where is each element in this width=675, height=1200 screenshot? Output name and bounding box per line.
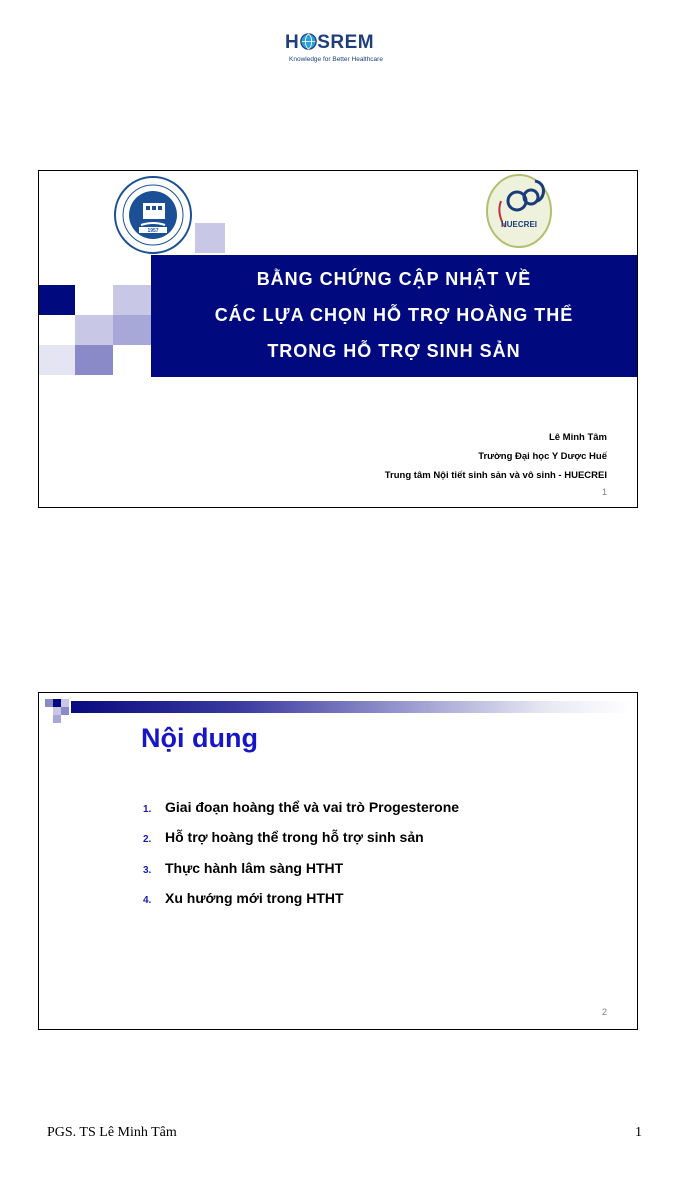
slide-number: 1	[601, 487, 607, 497]
toc-item-text: Hỗ trợ hoàng thể trong hỗ trợ sinh sản	[165, 829, 424, 845]
slide-number: 2	[601, 1007, 607, 1017]
toc-item-number: 2.	[143, 834, 152, 845]
toc-item-number: 4.	[143, 895, 152, 906]
slide-2	[38, 692, 638, 1030]
huecrei-logo-icon	[483, 171, 555, 249]
university-seal-icon	[113, 175, 193, 255]
decor-square	[61, 699, 69, 707]
svg-text:1957: 1957	[147, 228, 159, 234]
slide-title-line-3: TRONG HỖ TRỢ SINH SẢN	[267, 341, 521, 361]
toc-item	[143, 860, 343, 876]
decor-square	[53, 699, 61, 707]
toc-item-text: Xu hướng mới trong HTHT	[165, 890, 344, 906]
decor-square	[39, 345, 75, 375]
decor-square	[113, 315, 151, 345]
decor-square	[61, 707, 69, 715]
decor-square	[75, 345, 113, 375]
hosrem-tagline: Knowledge for Better Healthcare	[289, 56, 383, 63]
slide-title-line-2: CÁC LỰA CHỌN HỖ TRỢ HOÀNG THỂ	[214, 305, 574, 325]
hosrem-logo-text: H SREM	[285, 32, 375, 53]
toc-item-number: 3.	[143, 865, 152, 876]
slide-1	[38, 170, 638, 508]
decor-square	[195, 223, 225, 253]
toc-item	[143, 799, 459, 815]
toc-item	[143, 890, 344, 906]
affiliation-center: Trung tâm Nội tiết sinh sản và vô sinh - HUECREI	[384, 470, 607, 481]
decor-square	[113, 285, 151, 315]
author-name: Lê Minh Tâm	[548, 432, 607, 443]
slide-title-line-1: BẰNG CHỨNG CẬP NHẬT VỀ	[256, 269, 532, 289]
toc-item-text: Giai đoạn hoàng thể và vai trò Progesterone	[165, 799, 460, 815]
affiliation-university: Trường Đại học Y Dược Huế	[478, 451, 607, 462]
decor-square	[53, 707, 61, 715]
hosrem-logo	[285, 32, 395, 66]
decor-square	[75, 315, 113, 345]
decor-square	[53, 715, 61, 723]
toc-title: Nội dung	[141, 723, 258, 753]
footer-author: PGS. TS Lê Minh Tâm	[47, 1125, 177, 1140]
globe-icon	[300, 33, 317, 50]
toc-item-number: 1.	[143, 804, 152, 815]
toc-item	[143, 829, 424, 845]
footer-page-number: 1	[635, 1125, 642, 1140]
gradient-bar	[71, 701, 631, 713]
toc-item-text: Thực hành lâm sàng HTHT	[165, 860, 344, 876]
decor-square	[39, 285, 75, 315]
huecrei-logo-text: HUECREI	[501, 220, 538, 229]
decor-square	[45, 699, 53, 707]
